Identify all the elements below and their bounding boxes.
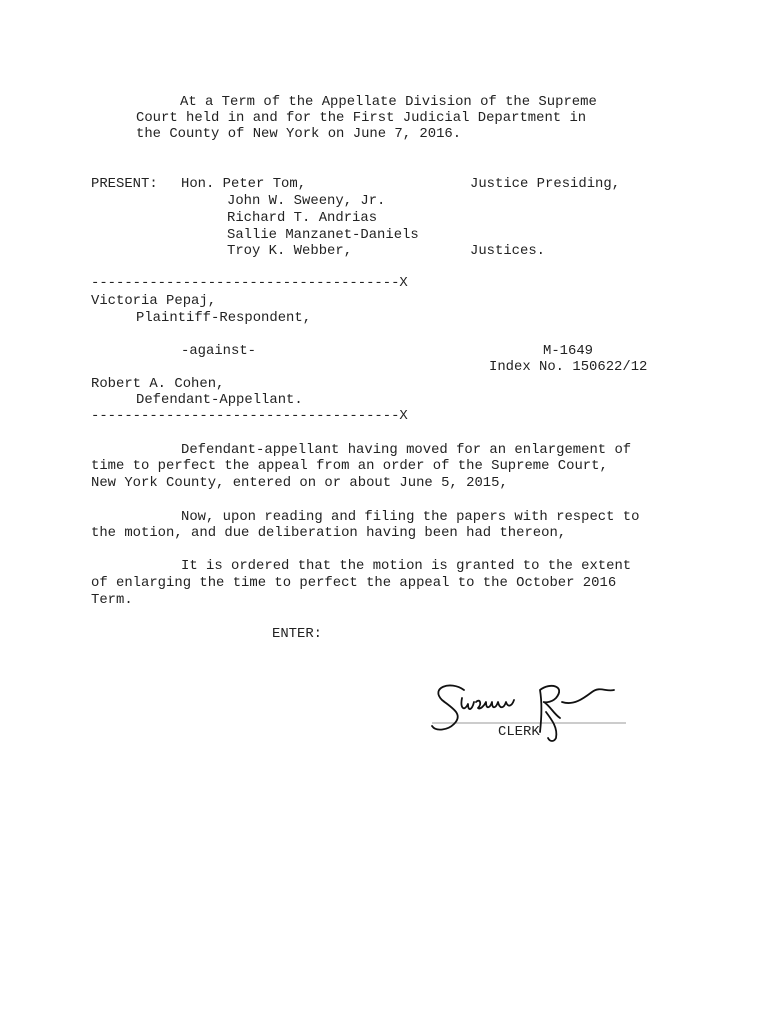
paragraph-3-line: It is ordered that the motion is granted to the extent [181, 558, 632, 574]
case-divider-top: -------------------------------------X [91, 275, 408, 291]
plaintiff-role: Plaintiff-Respondent, [136, 310, 312, 326]
defendant-role: Defendant-Appellant. [136, 392, 303, 408]
paragraph-3-line: Term. [91, 592, 133, 608]
caption-line-1: At a Term of the Appellate Division of the Supreme [180, 94, 597, 110]
paragraph-2-line: Now, upon reading and filing the papers with respect to [181, 509, 640, 525]
paragraph-1-line: time to perfect the appeal from an order of the Supreme Court, [91, 458, 608, 474]
presiding-title: Justice Presiding, [470, 176, 621, 192]
against-label: -against- [181, 343, 257, 359]
motion-number: M-1649 [543, 343, 594, 359]
justice-name: Richard T. Andrias [227, 210, 378, 226]
present-label: PRESENT: [91, 176, 158, 192]
clerk-title: CLERK [498, 724, 540, 740]
defendant-name: Robert A. Cohen, [91, 376, 225, 392]
justice-name: John W. Sweeny, Jr. [227, 193, 386, 209]
index-number: Index No. 150622/12 [489, 359, 648, 375]
enter-label: ENTER: [272, 626, 323, 642]
paragraph-1-line: Defendant-appellant having moved for an enlargement of [181, 442, 632, 458]
clerk-signature [428, 668, 628, 744]
paragraph-3-line: of enlarging the time to perfect the appeal to the October 2016 [91, 575, 617, 591]
justices-title: Justices. [470, 243, 546, 259]
case-divider-bottom: -------------------------------------X [91, 408, 408, 424]
plaintiff-name: Victoria Pepaj, [91, 293, 217, 309]
paragraph-2-line: the motion, and due deliberation having been had thereon, [91, 525, 567, 541]
caption-line-3: the County of New York on June 7, 2016. [136, 126, 462, 142]
justice-name: Hon. Peter Tom, [181, 176, 307, 192]
paragraph-1-line: New York County, entered on or about June 5, 2015, [91, 475, 508, 491]
caption-line-2: Court held in and for the First Judicial Department in [136, 110, 587, 126]
justice-name: Sallie Manzanet-Daniels [227, 227, 419, 243]
justice-name: Troy K. Webber, [227, 243, 353, 259]
